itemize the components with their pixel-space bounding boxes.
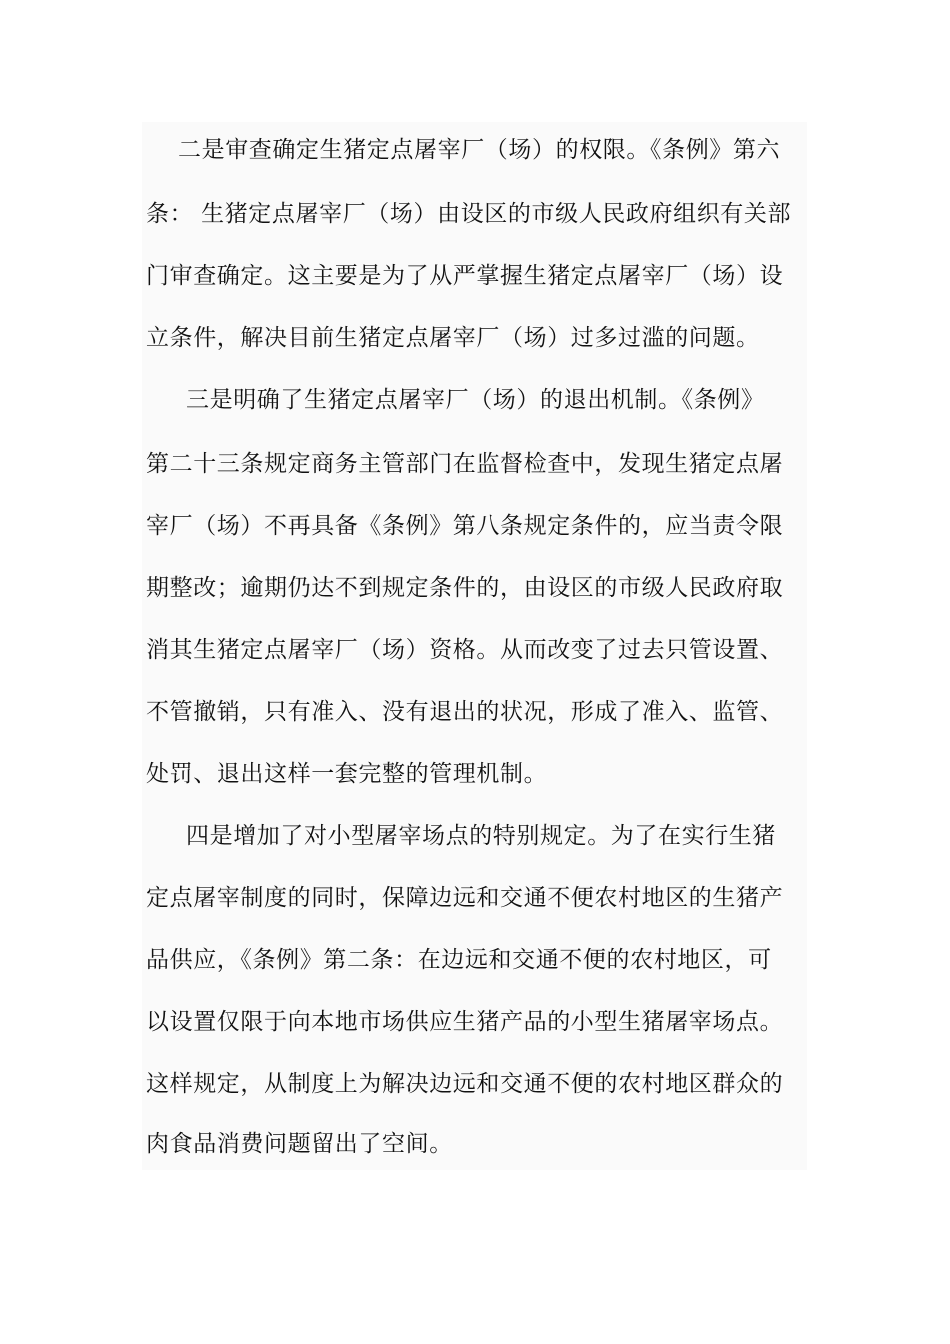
paragraph-3-line-3: 宰厂（场）不再具备《条例》第八条规定条件的，应当责令限 bbox=[146, 513, 784, 539]
paragraph-2-line-3: 门审查确定。这主要是为了从严掌握生猪定点屠宰厂（场）设 bbox=[146, 263, 784, 289]
paragraph-4-line-4: 以设置仅限于向本地市场供应生猪产品的小型生猪屠宰场点。 bbox=[146, 1009, 784, 1035]
paragraph-2-line-4: 立条件，解决目前生猪定点屠宰厂（场）过多过滥的问题。 bbox=[146, 325, 760, 351]
paragraph-2-line-2: 条： 生猪定点屠宰厂（场）由设区的市级人民政府组织有关部 bbox=[146, 201, 792, 227]
paragraph-3-line-1: 三是明确了生猪定点屠宰厂（场）的退出机制。《条例》 bbox=[186, 387, 765, 413]
paragraph-4-line-1: 四是增加了对小型屠宰场点的特别规定。为了在实行生猪 bbox=[186, 823, 776, 849]
paragraph-4-line-6: 肉食品消费问题留出了空间。 bbox=[146, 1131, 453, 1157]
paragraph-3-line-4: 期整改；逾期仍达不到规定条件的，由设区的市级人民政府取 bbox=[146, 575, 784, 601]
document-body bbox=[142, 122, 807, 1170]
paragraph-4-line-5: 这样规定，从制度上为解决边远和交通不便的农村地区群众的 bbox=[146, 1071, 784, 1097]
paragraph-2-line-1: 二是审查确定生猪定点屠宰厂（场）的权限。《条例》第六 bbox=[178, 137, 781, 163]
paragraph-4-line-2: 定点屠宰制度的同时，保障边远和交通不便农村地区的生猪产 bbox=[146, 885, 784, 911]
paragraph-3-line-6: 不管撤销，只有准入、没有退出的状况，形成了准入、监管、 bbox=[146, 699, 784, 725]
paragraph-4-line-3: 品供应，《条例》第二条：在边远和交通不便的农村地区，可 bbox=[146, 947, 772, 973]
paragraph-3-line-2: 第二十三条规定商务主管部门在监督检查中，发现生猪定点屠 bbox=[146, 451, 784, 477]
paragraph-3-line-5: 消其生猪定点屠宰厂（场）资格。从而改变了过去只管设置、 bbox=[146, 637, 784, 663]
paragraph-3-line-7: 处罚、退出这样一套完整的管理机制。 bbox=[146, 761, 548, 787]
